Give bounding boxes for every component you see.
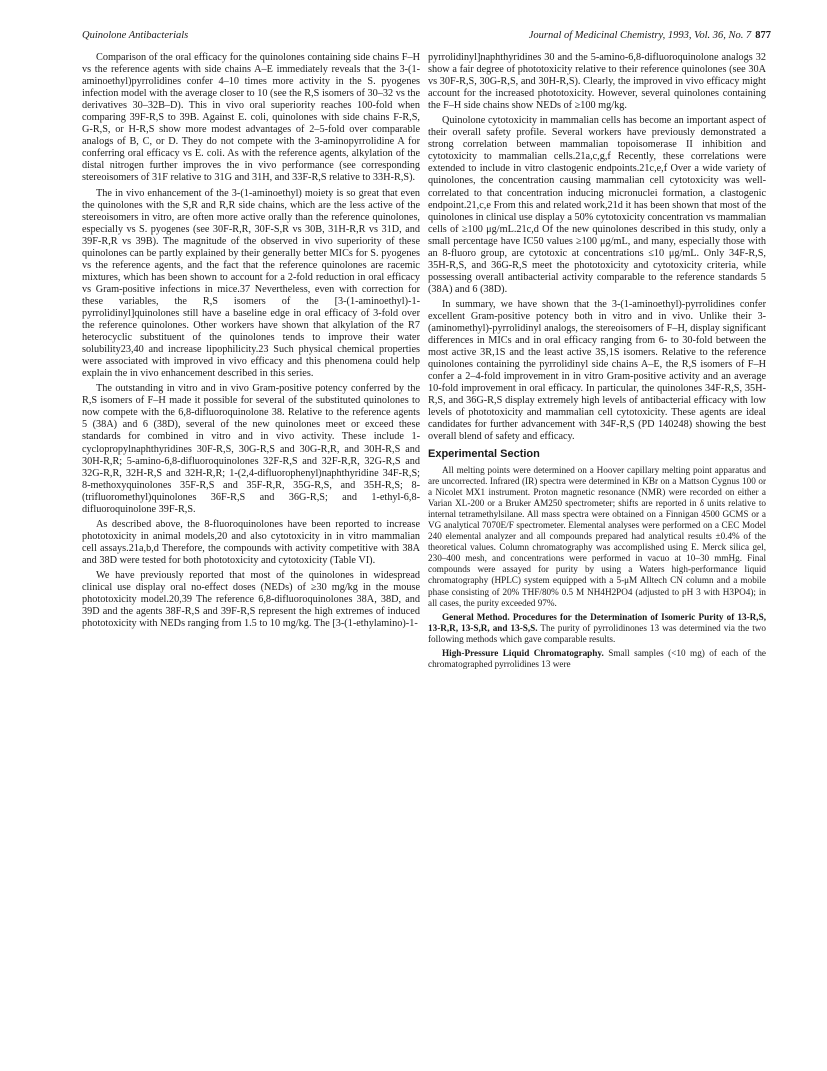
header-right: [529, 30, 771, 41]
left-column: [82, 52, 420, 633]
paragraph: The in vivo enhancement of the 3-(1-aminoethyl) moiety is so great that even the quinolones with the S,R and R,R side chains, which are the less active of the stereoisomers in vitro, are often more active orally than the reference quinolones, especially vs S. pyogenes (see 30F-R,R, 30F-S,R vs 30B, 31H-R,R vs 31D, and 39F-R,R vs 39B). The magnitude of the observed in vivo superiority of these quinolones can be partly explained by their generally better MICs for S. pyogenes vs the reference agents, and the fact that the reference quinolones are racemic mixtures, which has been shown to account for a 2-fold reduction in oral efficacy vs Gram-positive infections in mice.37 Nevertheless, even with correction for these variables, the R,S isomers of the [3-(1-aminoethyl)-1-pyrrolidinyl]quinolones still have a baseline edge in oral efficacy of 3-fold over the reference quinolones. Other workers have shown that alkylation of the R7 heterocyclic substituent of the quinolones tends to improve their water solubility23,40 and increase lipophilicity.23 Such physical chemical properties were associated with improved in vivo efficacy and this phenomena could help explain the in vivo enhancement described in this series.: [82, 187, 420, 380]
paragraph: The outstanding in vitro and in vivo Gram-positive potency conferred by the R,S isomers of F–H made it possible for several of the substituted quinolones to now compete with the 6,8-difluoroquinolone 38. Relative to the reference agents 5 (38A) and 6 (38D), several of the new quinolones meet or exceed these standards for combined in vitro and in vivo activity. These include 1-cyclopropylnaphthyridines 30F-R,S, 30G-R,S and 30G-R,R, and 30H-R,S and 30H-R,R; 5-amino-6,8-difluoroquinolones 32F-R,S and 32F-R,R, 32G-R,S and 32G-R,R, 32H-R,S and 32H-R,R; 1-(2,4-difluorophenyl)naphthyridine 34F-R,S; 8-methoxyquinolones 35F-R,S and 35F-R,R, 35G-R,S, and 35H-R,S; 8-(trifluoromethyl)quinolones 36F-R,S and 36G-R,S; and 1-ethyl-6,8-difluoroquinolone 39F-R,S.: [82, 383, 420, 515]
right-column: [428, 52, 766, 673]
paragraph-text: Small samples (<10 mg) of each of the chromatographed pyrrolidines 13 were: [428, 648, 766, 670]
paragraph-text: The purity of pyrrolidinones 13 was determined via the two following methods which gave comparable results.: [428, 622, 766, 644]
section-heading: Experimental Section: [428, 447, 540, 460]
paragraph: [428, 648, 766, 670]
running-header: [82, 30, 771, 44]
paragraph: We have previously reported that most of the quinolones in widespread clinical use display oral no-effect doses (NEDs) of ≥30 mg/kg in the mouse phototoxicity model.20,39 The reference 6,8-difluoroquinolones 38A, 38D, and 39D and the agents 38F-R,S and 39F-R,S represent the high extremes of induced phototoxicity with NEDs ranging from 1.5 to 10 mg/kg. The [3-(1-ethylamino)-1-: [82, 569, 420, 630]
paragraph: Quinolone cytotoxicity in mammalian cells has become an important aspect of their overall safety profile. Several workers have previously demonstrated a strong correlation between mammalian topoisomerase II inhibition and cytotoxicity to mammalian cells.21a,c,g,f Recently, these correlations were extended to include in vitro clastogenic endpoints.21c,e,f Over a wide variety of quinolones, the concentration causing mammalian cell cytotoxicity was well-correlated to that concentration inducing micronuclei formation, a clastogenic endpoint.21,c,e From this and related work,21d it has been shown that most of the quinolones in clinical use display a 50% cytotoxicity concentration vs mammalian cells of ≥100 μg/mL.21c,d Of the new quinolones described in this study, only a small percentage have IC50 values ≥100 μg/mL, and many, especially those with an 8-fluoro group, are cytotoxic at concentrations ≤10 μg/mL. Only 34F-R,S, 35H-R,S, and 36G-R,S meet the phototoxicity and cytotoxicity criteria, while possessing overall antibacterial activity comparable to the reference standards 5 (38A) and 6 (38D).: [428, 115, 766, 295]
journal-citation: Journal of Medicinal Chemistry, 1993, Vol. 36, No. 7: [528, 30, 752, 41]
run-in-heading: General Method. Procedures for the Determination of Isomeric Purity of 13-R,S, 13-R,R, 13-S,R, and 13-S,S.: [428, 611, 766, 633]
paragraph: As described above, the 8-fluoroquinolones have been reported to increase phototoxicity in animal models,20 and also cytotoxicity in in vitro mammalian cell assays.21a,b,d Therefore, the compounds with activity competitive with 38A and 38D were tested for both phototoxicity and cytotoxicity (Table VI).: [82, 518, 420, 566]
paragraph: In summary, we have shown that the 3-(1-aminoethyl)-pyrrolidines confer excellent Gram-positive potency both in vitro and in vivo. Unlike their 3-(aminomethyl)-pyrrolidinyl analogs, the stereoisomers of F–H, display significant differences in MICs and in oral efficacy ranging from 6- to 30-fold between the most active 3R,1S and the least active 3S,1S isomers. Relative to the reference quinolones containing the pyrrolidinyl side chains A–E, the R,S isomers of F–H confer a 2–4-fold improvement in in vitro Gram-positive activity and an average 10-fold improvement in oral efficacy. In particular, the quinolones 34F-R,S, 35H-R,S, and 36G-R,S display extremely high levels of antibacterial efficacy with low levels of phototoxicity and mammalian cell cytotoxicity. These agents are ideal candidates for further advancement with 34F-R,S (PD 140248) showing the best overall blend of safety and efficacy.: [428, 298, 766, 443]
paragraph: All melting points were determined on a Hoover capillary melting point apparatus and are uncorrected. Infrared (IR) spectra were determined in KBr on a Mattson Cygnus 100 or a Nicolet MX1 instrument. Proton magnetic resonance (NMR) were recorded on either a Varian XL-200 or a Bruker AM250 spectrometer; shifts are reported in δ units relative to internal tetramethylsilane. All mass spectra were obtained on a Finnigan 4500 GCMS or a VG analytical 7070E/F spectrometer. Elemental analyses were performed on a CEC Model 240 elemental analyzer and all compounds prepared had analytical results ±0.4% of the theoretical values. Column chromatography was accomplished using E. Merck silica gel, 230–400 mesh, and concentrations were performed in vacuo at 10–30 mmHg. Final compounds were assayed for purity by using a Waters high-performance liquid chromatography (HPLC) system equipped with a 5-μM Alltech CN column and a mobile phase consisting of 20% THF/80% 0.5 M NH4H2PO4 (adjusted to pH 3 with H3PO4); in all cases, the purity exceeded 97%.: [428, 464, 766, 608]
paragraph: Comparison of the oral efficacy for the quinolones containing side chains F–H vs the reference agents with side chains A–E immediately reveals that the 3-(1-aminoethyl)pyrrolidines confer 4–10 times more activity in the S. pyogenes infection model with the average closer to 10 (see the R,S isomers of 30–32 vs the derivatives 30–32B–D). This in vivo oral superiority reaches 100-fold when comparing 39F-R,S to 39B. Against E. coli, quinolones with side chains F-R,S, G-R,S, or H-R,S show more modest advantages of 2–5-fold over comparable analogs of B, C, or D. They do not compete with the 3-aminopyrrolidine A for conferring oral efficacy vs E. coli. As with the reference agents, alkylation of the distal nitrogen further improves the in vivo performance (see corresponding stereoisomers of 31F relative to 31G and 31H, and 33F-R,S relative to 33H-R,S).: [82, 52, 420, 184]
paragraph: pyrrolidinyl]naphthyridines 30 and the 5-amino-6,8-difluoroquinolone analogs 32 show a fair degree of phototoxicity relative to their reference quinolones (see 30A vs 30F-R,S, 30G-R,S, and 30H-R,S). Clearly, the improved in vivo efficacy might account for the increased phototoxicity. However, several quinolones containing the F–H side chains show NEDs of ≥100 mg/kg.: [428, 52, 766, 112]
run-in-heading: High-Pressure Liquid Chromatography.: [442, 648, 604, 659]
page-number: 877: [755, 30, 771, 41]
header-left-title: Quinolone Antibacterials: [82, 30, 189, 41]
paragraph: [428, 612, 766, 645]
